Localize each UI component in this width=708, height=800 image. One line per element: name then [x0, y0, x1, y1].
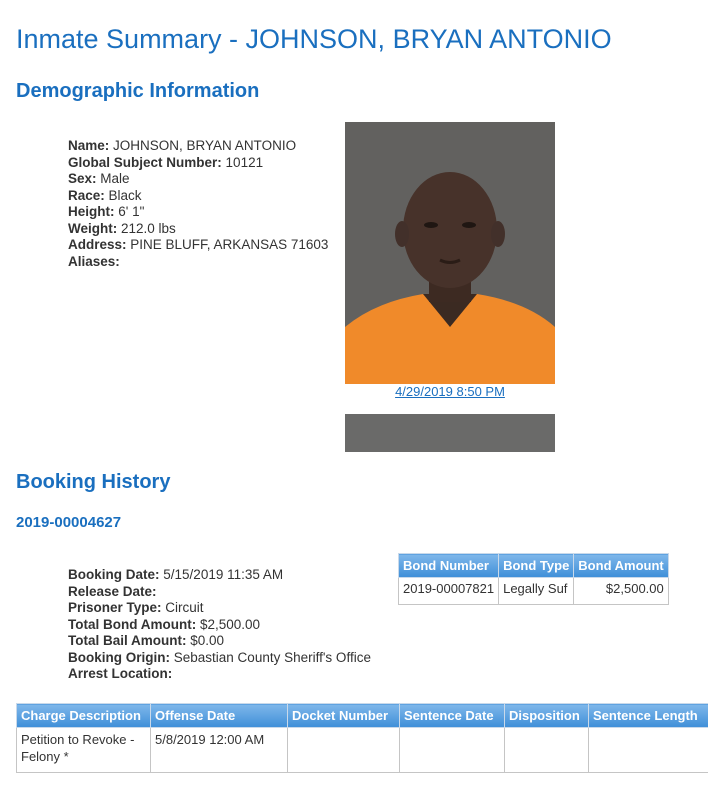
page-title: Inmate Summary - JOHNSON, BRYAN ANTONIO: [16, 24, 612, 54]
sentence-length-cell: [589, 728, 708, 773]
sentence-date-header[interactable]: Sentence Date: [400, 704, 505, 728]
table-row: [399, 578, 669, 605]
bond-number-cell: 2019-00007821: [399, 578, 499, 605]
field-race: Race: Black: [68, 187, 142, 203]
field-global-subject-number: Global Subject Number: 10121: [68, 154, 264, 170]
photo-date-link[interactable]: 4/29/2019 8:50 PM: [395, 384, 505, 399]
offense-date-cell: 5/8/2019 12:00 AM: [151, 728, 288, 773]
sentence-length-header[interactable]: Sentence Length: [589, 704, 708, 728]
demographic-heading: Demographic Information: [16, 80, 260, 102]
field-total-bail-amount: Total Bail Amount: $0.00: [68, 633, 225, 648]
field-height: Height: 6' 1": [68, 204, 145, 219]
field-weight: Weight: 212.0 lbs: [68, 220, 176, 236]
field-aliases: Aliases:: [68, 253, 120, 269]
sentence-date-cell: [400, 728, 505, 773]
table-row: [17, 728, 708, 773]
demographic-info: [68, 138, 328, 270]
disposition-header[interactable]: Disposition: [505, 704, 589, 728]
booking-info: [68, 567, 371, 683]
field-address: Address: PINE BLUFF, ARKANSAS 71603: [68, 237, 329, 252]
charge-table-header-row: [17, 704, 708, 728]
field-name: Name: JOHNSON, BRYAN ANTONIO: [68, 138, 297, 153]
bond-table-header-row: [399, 554, 669, 578]
field-prisoner-type: Prisoner Type: Circuit: [68, 600, 204, 615]
mugshot-photo[interactable]: [345, 122, 555, 384]
offense-date-header[interactable]: Offense Date: [151, 704, 288, 728]
bond-amount-cell: $2,500.00: [574, 578, 668, 605]
bond-amount-header[interactable]: Bond Amount: [574, 554, 668, 578]
charge-description-cell: Petition to Revoke - Felony *: [17, 728, 151, 773]
bond-table: [398, 553, 669, 605]
bond-number-header[interactable]: Bond Number: [399, 554, 499, 578]
docket-number-cell: [288, 728, 400, 773]
disposition-cell: [505, 728, 589, 773]
charge-table: [16, 703, 708, 773]
bond-type-cell: Legally Suf: [499, 578, 574, 605]
field-release-date: Release Date:: [68, 583, 157, 599]
secondary-photo-placeholder: [345, 414, 555, 452]
field-booking-date: Booking Date: 5/15/2019 11:35 AM: [68, 567, 284, 582]
bond-type-header[interactable]: Bond Type: [499, 554, 574, 578]
field-booking-origin: Booking Origin: Sebastian County Sheriff's Office: [68, 649, 371, 665]
booking-history-heading: Booking History: [16, 471, 171, 493]
mugshot-image: [345, 122, 555, 384]
booking-number: 2019-00004627: [16, 514, 122, 531]
field-total-bond-amount: Total Bond Amount: $2,500.00: [68, 616, 261, 632]
docket-number-header[interactable]: Docket Number: [288, 704, 400, 728]
field-arrest-location: Arrest Location:: [68, 666, 173, 681]
charge-description-header[interactable]: Charge Description: [17, 704, 151, 728]
field-sex: Sex: Male: [68, 171, 130, 186]
